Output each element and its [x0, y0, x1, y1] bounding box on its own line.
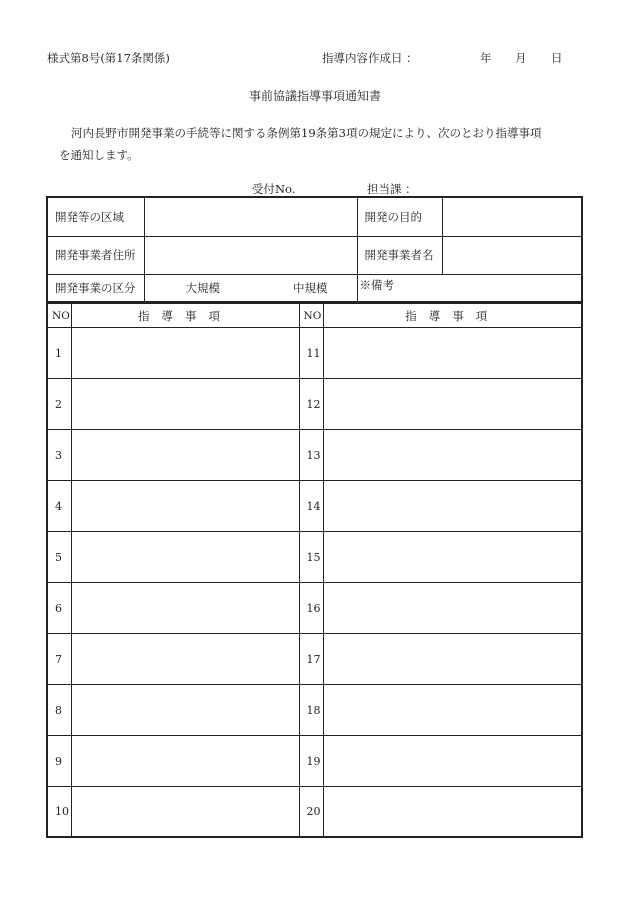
row-number: 6: [48, 583, 71, 634]
date-year-label: 年: [480, 51, 492, 65]
address-label: 開発事業者住所: [48, 236, 144, 274]
row-number: 17: [299, 634, 323, 685]
category-label: 開発事業の区分: [48, 274, 144, 301]
remarks-label: ※備考: [359, 277, 394, 292]
receipt-number-label: 受付No.: [252, 182, 296, 196]
intro-line-2: を通知します。: [59, 148, 139, 162]
guidance-table: [46, 302, 583, 838]
row-number: 12: [299, 379, 323, 430]
row-number: 9: [48, 736, 71, 787]
purpose-label: 開発の目的: [357, 198, 442, 236]
remarks-field[interactable]: [357, 274, 581, 301]
guidance-cell[interactable]: [71, 685, 299, 736]
guidance-cell[interactable]: [323, 583, 581, 634]
category-large-option[interactable]: 大規模: [185, 280, 220, 295]
row-number: 5: [48, 532, 71, 583]
row-number: 19: [299, 736, 323, 787]
table-row: [48, 379, 581, 430]
table-row: [48, 328, 581, 379]
table-row: [48, 736, 581, 787]
table-row: [48, 481, 581, 532]
department-label: 担当課 ：: [367, 182, 417, 196]
intro-paragraph: [47, 122, 567, 166]
guidance-cell[interactable]: [323, 685, 581, 736]
row-number: 8: [48, 685, 71, 736]
no-header-left: NO: [48, 304, 71, 328]
row-number: 16: [299, 583, 323, 634]
date-month-label: 月: [515, 51, 527, 65]
row-number: 1: [48, 328, 71, 379]
developer-name-field[interactable]: [442, 236, 581, 274]
table-row: [48, 532, 581, 583]
row-number: 4: [48, 481, 71, 532]
table-row: [48, 583, 581, 634]
row-number: 18: [299, 685, 323, 736]
developer-name-label: 開発事業者名: [357, 236, 442, 274]
table-row: [48, 634, 581, 685]
row-number: 15: [299, 532, 323, 583]
guidance-cell[interactable]: [71, 787, 299, 836]
table-row: [48, 787, 581, 836]
guidance-cell[interactable]: [323, 736, 581, 787]
guidance-cell[interactable]: [71, 379, 299, 430]
address-field[interactable]: [144, 236, 357, 274]
area-field[interactable]: [144, 198, 357, 236]
info-table: [46, 196, 583, 303]
guidance-cell[interactable]: [323, 430, 581, 481]
guidance-cell[interactable]: [71, 736, 299, 787]
intro-line-1: 河内長野市開発事業の手続等に関する条例第19条第3項の規定により、次のとおり指導事項: [71, 126, 542, 140]
row-number: 10: [48, 787, 71, 836]
guidance-cell[interactable]: [71, 430, 299, 481]
date-day-label: 日: [551, 51, 563, 65]
category-medium-option[interactable]: 中規模: [293, 280, 328, 295]
guidance-cell[interactable]: [323, 481, 581, 532]
row-number: 11: [299, 328, 323, 379]
form-number: 様式第8号(第17条関係): [47, 51, 170, 65]
document-title: 事前協議指導事項通知書: [248, 89, 381, 103]
guidance-cell[interactable]: [323, 532, 581, 583]
guidance-cell[interactable]: [323, 328, 581, 379]
purpose-field[interactable]: [442, 198, 581, 236]
guidance-cell[interactable]: [323, 379, 581, 430]
row-number: 2: [48, 379, 71, 430]
row-number: 20: [299, 787, 323, 836]
guidance-header-right: 指導事項: [323, 304, 581, 328]
guidance-cell[interactable]: [71, 328, 299, 379]
row-number: 13: [299, 430, 323, 481]
guidance-cell[interactable]: [71, 532, 299, 583]
area-label: 開発等の区域: [48, 198, 144, 236]
category-options: [144, 274, 357, 301]
table-row: [48, 430, 581, 481]
no-header-right: NO: [299, 304, 323, 328]
creation-date-label: 指導内容作成日 ：: [322, 51, 418, 65]
guidance-header-left: 指導事項: [71, 304, 299, 328]
row-number: 14: [299, 481, 323, 532]
guidance-cell[interactable]: [71, 583, 299, 634]
guidance-cell[interactable]: [323, 787, 581, 836]
guidance-cell[interactable]: [71, 634, 299, 685]
table-row: [48, 685, 581, 736]
guidance-cell[interactable]: [323, 634, 581, 685]
guidance-cell[interactable]: [71, 481, 299, 532]
row-number: 7: [48, 634, 71, 685]
row-number: 3: [48, 430, 71, 481]
